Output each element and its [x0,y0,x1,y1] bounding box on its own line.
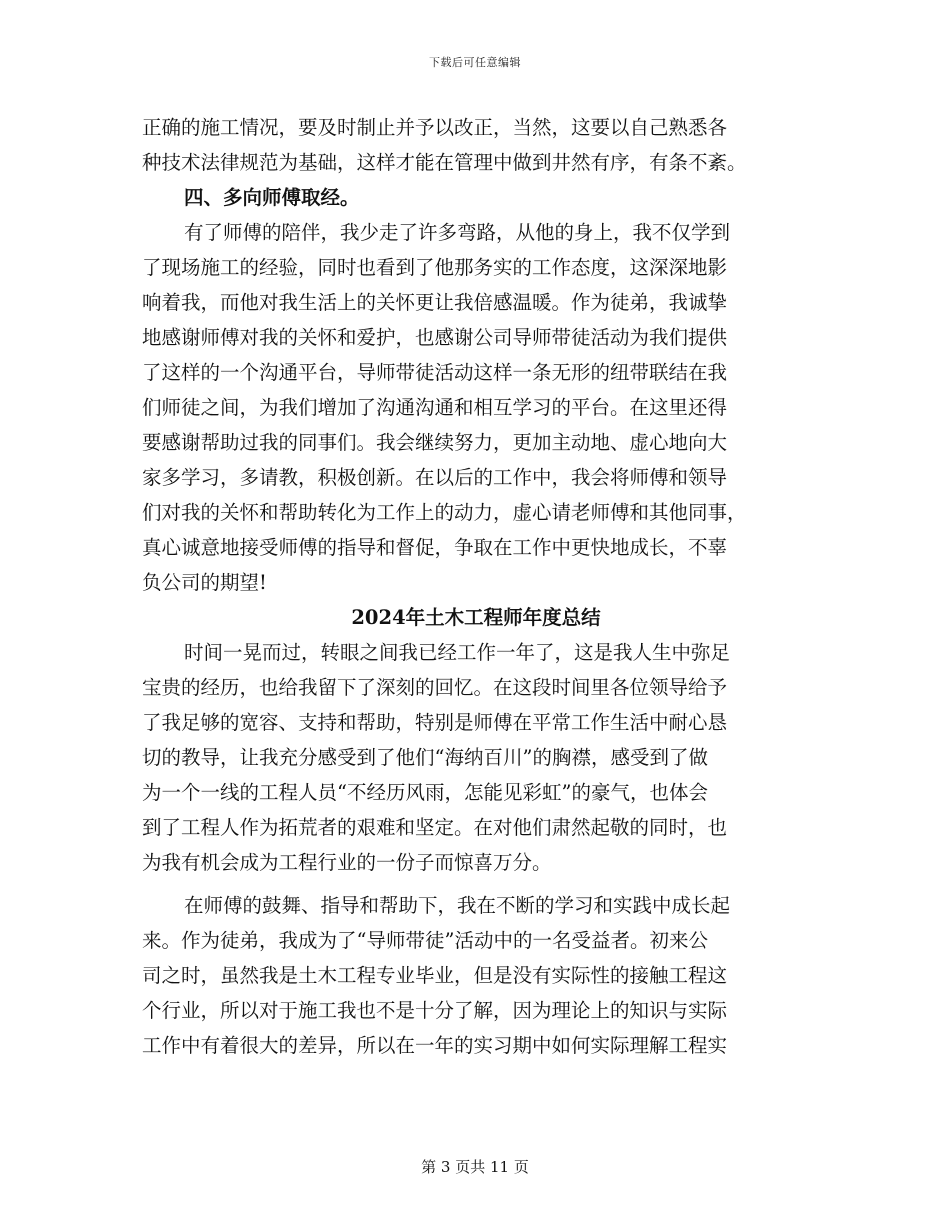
section-heading: 四、多向师傅取经。 [184,186,360,209]
paragraph-line: 们对我的关怀和帮助转化为工作上的动力，虚心请老师傅和其他同事， [142,501,747,524]
paragraph-line: 正确的施工情况，要及时制止并予以改正，当然，这要以自己熟悉各 [142,116,728,139]
paragraph-line: 了这样的一个沟通平台，导师带徒活动这样一条无形的纽带联结在我 [142,361,728,384]
document-title: 2024年土木工程师年度总结 [351,606,601,629]
paragraph-line: 工作中有着很大的差异，所以在一年的实习期中如何实际理解工程实 [142,1034,728,1057]
paragraph-line: 在师傅的鼓舞、指导和帮助下，我在不断的学习和实践中成长起 [184,894,731,917]
paragraph-line: 来。作为徒弟，我成为了“导师带徒”活动中的一名受益者。初来公 [142,929,708,952]
paragraph-line: 切的教导，让我充分感受到了他们“海纳百川”的胸襟，感受到了做 [142,746,708,769]
paragraph-line: 负公司的期望! [142,571,267,594]
page-footer: 第 3 页共 11 页 [421,1158,529,1176]
paragraph-line: 家多学习，多请教，积极创新。在以后的工作中，我会将师傅和领导 [142,466,728,489]
paragraph-line: 响着我，而他对我生活上的关怀更让我倍感温暖。作为徒弟，我诚挚 [142,291,728,314]
paragraph-line: 有了师傅的陪伴，我少走了许多弯路，从他的身上，我不仅学到 [184,221,731,244]
paragraph-line: 真心诚意地接受师傅的指导和督促，争取在工作中更快地成长，不辜 [142,536,728,559]
paragraph-line: 到了工程人作为拓荒者的艰难和坚定。在对他们肃然起敬的同时，也 [142,816,728,839]
paragraph-line: 们师徒之间，为我们增加了沟通沟通和相互学习的平台。在这里还得 [142,396,728,419]
document-body [142,110,810,1063]
paragraph-line: 司之时，虽然我是土木工程专业毕业，但是没有实际性的接触工程这 [142,964,728,987]
paragraph-line: 为一个一线的工程人员“不经历风雨，怎能见彩虹”的豪气，也体会 [142,781,708,804]
page-header: 下载后可任意编辑 [429,56,521,69]
paragraph-line: 了现场施工的经验，同时也看到了他那务实的工作态度，这深深地影 [142,256,728,279]
paragraph-line: 要感谢帮助过我的同事们。我会继续努力，更加主动地、虚心地向大 [142,431,728,454]
paragraph-line: 个行业，所以对于施工我也不是十分了解，因为理论上的知识与实际 [142,999,728,1022]
paragraph-line: 时间一晃而过，转眼之间我已经工作一年了，这是我人生中弥足 [184,641,731,664]
paragraph-line: 种技术法律规范为基础，这样才能在管理中做到井然有序，有条不紊。 [142,151,747,174]
paragraph-line: 宝贵的经历，也给我留下了深刻的回忆。在这段时间里各位领导给予 [142,676,728,699]
paragraph-line: 地感谢师傅对我的关怀和爱护，也感谢公司导师带徒活动为我们提供 [142,326,728,349]
paragraph-line: 为我有机会成为工程行业的一份子而惊喜万分。 [142,851,552,874]
paragraph-line: 了我足够的宽容、支持和帮助，特别是师傅在平常工作生活中耐心恳 [142,711,728,734]
